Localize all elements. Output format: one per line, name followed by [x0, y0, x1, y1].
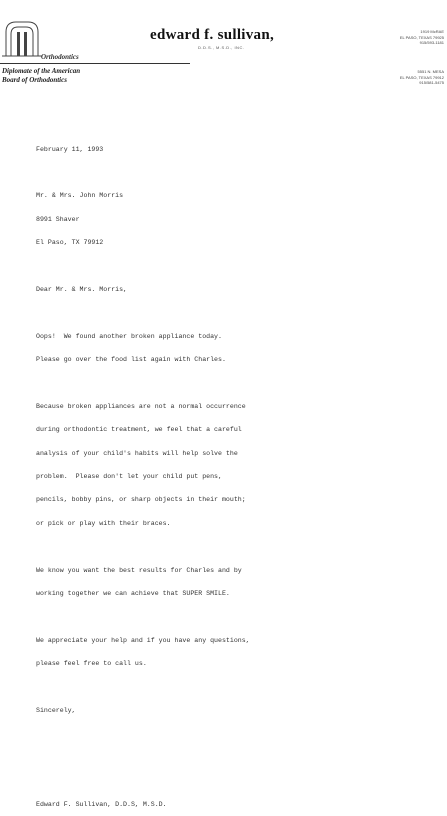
office-address-2: [400, 69, 444, 86]
recipient-city: El Paso, TX 79912: [36, 239, 104, 247]
paragraph-line: We know you want the best results for Charles and by: [36, 566, 242, 574]
paragraph-line: Please go over the food list again with Charles.: [36, 356, 226, 364]
office-2-phone: 915/581-5475: [419, 80, 444, 85]
office-1-street: 1919 McRAE: [420, 29, 444, 34]
paragraph-line: during orthodontic treatment, we feel that a careful: [36, 426, 242, 434]
practice-label: Orthodontics: [41, 53, 79, 61]
doctor-name: edward f. sullivan,: [150, 27, 275, 43]
board-certification-line-2: Board of Orthodontics: [2, 76, 67, 84]
paragraph-line: analysis of your child's habits will help solve the: [36, 449, 238, 457]
recipient-street: 8991 Shaver: [36, 215, 80, 223]
paragraph-line: please feel free to call us.: [36, 660, 147, 668]
paragraph-line: We appreciate your help and if you have any questions,: [36, 636, 250, 644]
closing: Sincerely,: [36, 706, 76, 714]
salutation: Dear Mr. & Mrs. Morris,: [36, 285, 128, 293]
letterhead-divider: [0, 63, 190, 64]
signature-line: Edward F. Sullivan, D.D.S, M.S.D.: [36, 800, 167, 808]
letter-date: February 11, 1993: [36, 145, 104, 153]
recipient-name: Mr. & Mrs. John Morris: [36, 192, 124, 200]
paragraph-line: pencils, bobby pins, or sharp objects in their mouth;: [36, 496, 246, 504]
office-1-city: EL PASO, TEXAS 79925: [399, 34, 444, 40]
letter-body: [36, 130, 436, 816]
paragraph-line: Because broken appliances are not a normal occurrence: [36, 402, 246, 410]
practice-logo-icon: [2, 18, 42, 60]
paragraph-line: or pick or play with their braces.: [36, 519, 171, 527]
office-1-phone: 915/593-1181: [419, 40, 444, 45]
doctor-credentials: D.D.S., M.S.D., INC.: [198, 45, 245, 50]
paragraph-line: working together we can achieve that SUPER SMILE.: [36, 590, 230, 598]
office-2-street: 5551 N. MESA: [417, 69, 444, 74]
office-2-city: EL PASO, TEXAS 79912: [399, 74, 444, 80]
board-certification-line-1: Diplomate of the American: [2, 67, 81, 75]
paragraph-line: Oops! We found another broken appliance today.: [36, 332, 222, 340]
paragraph-line: problem. Please don't let your child put pens,: [36, 473, 222, 481]
office-address-1: [400, 29, 444, 46]
